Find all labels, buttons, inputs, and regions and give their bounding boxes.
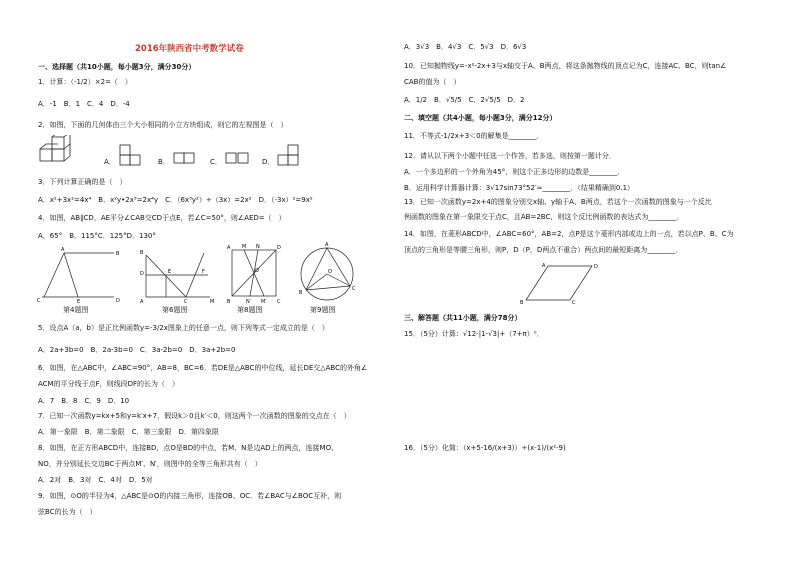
question-8-options: A．2对 B．3对 C．4对 D．5对: [38, 476, 153, 484]
question-8-line-2: NO，并分别延长交边BC于两点M′、N′，则图中的全等三角形共有（ ）: [38, 460, 262, 468]
question-12-b: B．运用科学计算器计算：3√17sin73°52′≈________．（结果精确到0.1）: [404, 184, 635, 192]
q14-rhombus-figure: [518, 258, 608, 306]
q8-label-m-prime: M′: [261, 299, 267, 305]
q2-option-b-label: B．: [158, 158, 170, 166]
question-10-line-1: 10．已知抛物线y=-x²-2x+3与x轴交于A、B两点，将这条抛物线的顶点记为C，连接AC、BC，则tan∠: [404, 62, 727, 70]
q6-label-a: A: [140, 299, 144, 305]
question-9-options: A．3√3 B．4√3 C．5√3 D．6√3: [404, 43, 527, 51]
question-4-options: A．65° B．115°C．125°D．130°: [38, 232, 156, 240]
q6-label-e: E: [168, 269, 172, 275]
question-7: 7．已知一次函数y=kx+5和y=k′x+7，假设k＞0且k′＜0，则这两个一次函数的图象的交点在（ ）: [38, 412, 351, 420]
question-5: 5．设点A（a，b）是正比例函数y=-3/2x图象上的任意一点，则下列等式一定成立的是（ ）: [38, 324, 329, 332]
question-14-line-2: 顶点的三角形是等腰三角形，则P，D（P，D两点不重合）两点间的最短距离为________．: [404, 246, 683, 254]
q8-label-n: N: [256, 244, 260, 250]
q6-figure: [138, 245, 218, 305]
q2-option-d-label: D．: [262, 158, 275, 166]
section-heading-fill: 二、填空题（共4小题，每小题3分，满分12分）: [404, 114, 557, 122]
question-10-options: A．1/2 B．√5/5 C．2√5/5 D．2: [404, 96, 525, 104]
question-10-line-2: CAB的值为（ ）: [404, 78, 461, 86]
figure-caption-6: 第6题图: [162, 306, 188, 314]
question-2: 2．如图，下面的几何体由三个大小相同的小立方块组成，则它的左视图是（ ）: [38, 121, 288, 129]
q8-figure: [224, 242, 284, 306]
question-12: 12．请从以下两个小题中任选一个作答，若多选，则按第一题计分．: [404, 152, 616, 160]
q8-label-o: O: [255, 268, 259, 274]
q9-label-c: C: [352, 286, 356, 292]
question-14-line-1: 14．如图，在菱形ABCD中，∠ABC=60°，AB=2，点P是这个菱形内部或边上的一点，若以点P、B、C为: [404, 230, 734, 238]
q8-label-n-prime: N′: [246, 299, 251, 305]
q2-option-c-figure: [224, 150, 256, 166]
question-13-line-2: 例函数的图象在第一象限交于点C，且AB=2BC，则这个反比例函数的表达式为________．: [404, 213, 684, 221]
q9-figure: [294, 240, 360, 308]
q6-label-m: M: [210, 299, 215, 305]
figure-caption-4: 第4题图: [63, 306, 89, 314]
q4-label-b: B: [116, 251, 120, 257]
question-16: 16．（5分）化简：（x+5-16/(x+3)）÷(x-1)/(x²-9): [404, 444, 566, 452]
q9-label-b: B: [299, 290, 303, 296]
q4-label-c: C: [37, 298, 41, 304]
q4-label-e: E: [77, 299, 81, 305]
question-5-options: A．2a+3b=0 B．2a-3b=0 C．3a-2b=0 D．3a+2b=0: [38, 346, 236, 354]
q6-label-d: D: [140, 271, 144, 277]
question-3-options: A．x²+3x²=4x⁴ B．x²y•2x³=2x⁴y C．（6x³y²）÷（3x）=2x² D．（-3x）²=9x²: [38, 196, 313, 204]
q9-label-o: O: [328, 269, 332, 275]
question-9-line-2: 弦BC的长为（ ）: [38, 508, 97, 516]
question-6-line-2: ACM的平分线于点F，则线段DF的长为（ ）: [38, 380, 180, 388]
q6-label-c: C: [184, 299, 188, 305]
figure-caption-9: 第9题图: [310, 306, 336, 314]
q2-option-d-figure: [276, 143, 304, 167]
q2-option-c-label: C．: [210, 158, 222, 166]
question-15: 15．（5分）计算：√12-|1-√3|+（7+π）⁰．: [404, 330, 544, 338]
question-13-line-1: 13．已知一次函数y=2x+4的图象分别交x轴、y轴于A、B两点，若这个一次函数的图象与一个反比: [404, 198, 712, 206]
question-6-options: A．7 B．8 C．9 D．10: [38, 397, 130, 405]
q14-label-a: A: [542, 263, 546, 269]
question-7-options: A．第一象限 B．第二象限 C．第三象限 D．第四象限: [38, 428, 219, 436]
q8-label-m: M: [242, 244, 247, 250]
figure-caption-8: 第8题图: [237, 306, 263, 314]
question-4: 4．如图，AB∥CD，AE平分∠CAB交CD于点E，若∠C=50°，则∠AED=（ ）: [38, 214, 286, 222]
q8-label-b: B: [227, 299, 231, 305]
question-6-line-1: 6．如图，在△ABC中，∠ABC=90°，AB=8，BC=6．若DE是△ABC的中位线，延长DE交△ABC的外角∠: [38, 364, 368, 372]
question-1: 1．计算：（-1/2）×2=（ ）: [38, 78, 132, 86]
q14-label-d: D: [594, 264, 598, 270]
section-heading-solve: 三、解答题（共11小题，满分78分）: [404, 314, 522, 322]
q2-option-a-label: A．: [104, 158, 116, 166]
question-9-line-1: 9．如图，⊙O的半径为4，△ABC是⊙O的内接三角形，连接OB、OC．若∠BAC与∠BOC互补，则: [38, 492, 342, 500]
q6-label-f: F: [202, 269, 205, 275]
q6-label-b: B: [140, 250, 144, 256]
question-12-a: A．一个多边形的一个外角为45°，则这个正多边形的边数是________．: [404, 168, 625, 176]
question-8-line-1: 8．如图，在正方形ABCD中，连接BD，点O是BD的中点，若M、N是边AD上的两点，连接MO、: [38, 444, 339, 452]
q2-solid-figure: [38, 135, 98, 167]
q4-label-a: A: [61, 247, 65, 253]
question-3: 3．下列计算正确的是（ ）: [38, 178, 127, 186]
q4-figure: [34, 245, 124, 305]
q9-label-a: A: [325, 242, 329, 248]
section-heading-choice: 一、选择题（共10小题，每小题3分，满分30分）: [38, 63, 196, 71]
q2-option-a-figure: [118, 143, 146, 167]
q2-option-b-figure: [172, 150, 204, 166]
q8-label-a: A: [227, 245, 231, 251]
page-title: 2016年陕西省中考数学试卷: [135, 44, 244, 54]
q14-label-b: B: [520, 300, 524, 306]
question-11: 11．不等式-1/2x+3＜0的解集是________．: [404, 132, 544, 140]
q4-label-d: D: [116, 298, 120, 304]
q8-label-c: C: [277, 299, 281, 305]
question-1-options: A．-1 B．1 C．4 D．-4: [38, 100, 130, 108]
q14-label-c: C: [572, 300, 576, 306]
q8-label-d: D: [277, 245, 281, 251]
